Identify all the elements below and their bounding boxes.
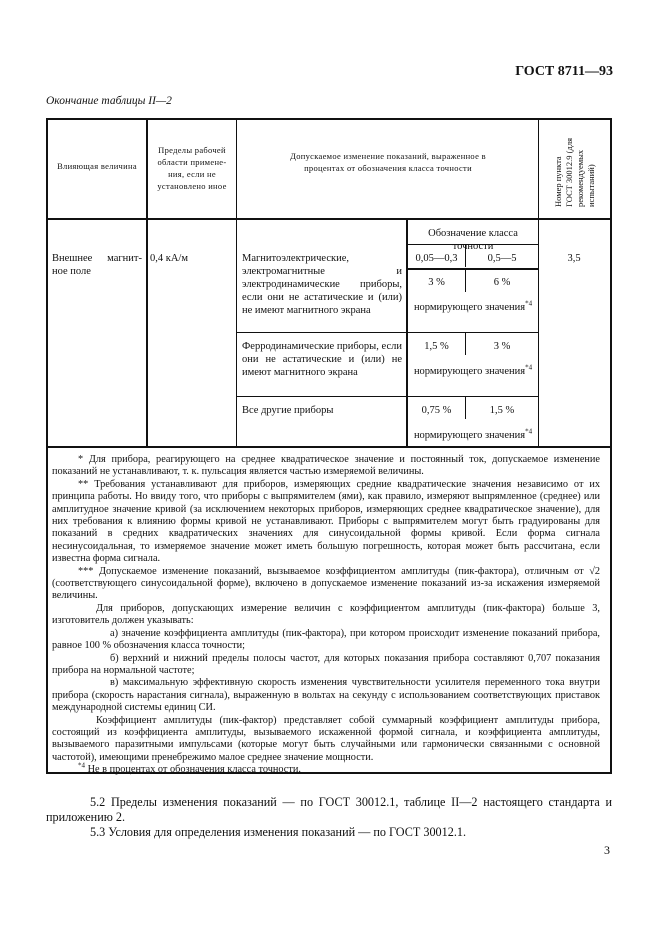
row-divider	[236, 396, 538, 397]
standard-header: ГОСТ 8711—93	[515, 64, 613, 79]
col-divider	[146, 120, 148, 448]
row-divider	[236, 332, 538, 333]
page-number: 3	[604, 843, 610, 857]
footnote-3-paragraph-2: Для приборов, допускающих измерение величин с коэффициентом амплитуды (пик-фактора) больше 3, изготовитель должен указывать:	[52, 602, 600, 627]
group-1-value-1: 3 %	[428, 277, 445, 288]
footnote-3-paragraph-3: Коэффициент амплитуды (пик-фактор) представляет собой суммарный коэффициент амплитуды прибора, состоящий из коэффициента амплитуды, вызываемого искаженной формой сигнала, и коэффициента амплитуды, вызываемого паразитными импульсами (которые могут быть случайными или гармонически связанными с основной частотой), имеющими пренебрежимо малое среднее значение мощности.	[52, 714, 600, 763]
group-2-note: нормирующего значения$^{*4}$	[413, 363, 533, 377]
footnote-2: ** Требования устанавливают для приборов, измеряющих средние квадратические значения независимо от их принципа работы. Но ввиду того, что приборы с выпрямителем (ями), как правило, измеряют выпрямленное (среднее) или амплитудное значение кривой (за исключением некоторых приборов, измеряющих среднее квадратическое значение), для них требования к влиянию формы кривой не устанавливают. Приборы с выпрямителем могут быть градуированы для показаний в средних квадратических значениях для синусоидальной формы кривой. Если форма сигнала несинусоидальная, то измеряемое значение может иметь большую погрешность, которая может быть рассчитана, если известна форма сигнала.	[52, 478, 600, 565]
group-2-value-1: 1,5 %	[424, 341, 449, 352]
header-clause: Номер пункта ГОСТ 30012.9 (для рекомендуемых испытаний)	[553, 138, 596, 207]
influence-value: Внешнее магнит-ное поле	[52, 253, 142, 277]
body-text	[46, 795, 612, 840]
header-divider	[48, 218, 610, 220]
footnote-3-item-c: в) максимальную эффективную скорость изменения чувствительности усилителя переменного тока внутри прибора (скорость нарастания сигнала), выраженную в вольтах на секунду с использованием соответствующих приставок международной системы единиц СИ.	[52, 677, 600, 714]
range-value: 0,4 кА/м	[150, 253, 188, 264]
footnote-3: *** Допускаемое изменение показаний, вызываемое коэффициентом амплитуды (пик-фактора), отличным от √2 (соответствующего синусоидальной форме), включено в допускаемое изменение показаний из-за искажения измеряемой величины.	[52, 565, 600, 602]
clause-value: 3,5	[567, 253, 581, 264]
footnote-3-item-b: б) верхний и нижний пределы полосы частот, для которых показания прибора составляют 0,707 показания прибора на нормальной частоте;	[52, 652, 600, 676]
header-allowed-change: Допускаемое изменение показаний, выраженное в процентах от обозначения класса точности	[290, 151, 486, 173]
header-influence: Влияющая величина	[57, 161, 137, 171]
group-2-value-2: 3 %	[493, 341, 511, 352]
footnote-3-item-a: а) значение коэффициента амплитуды (пик-фактора), при котором происходит изменение показаний прибора, равное 100 % обозначения класса точности;	[52, 627, 600, 652]
accuracy-class-1: 0,05—0,3	[415, 253, 458, 264]
clause-5-3: 5.3 Условия для определения изменения показаний — по ГОСТ 30012.1.	[90, 825, 467, 839]
group-1-note: нормирующего значения$^{*4}$	[413, 299, 533, 313]
header-range: Пределы рабочей области примене-ния, если не установлено иное	[157, 145, 227, 191]
instrument-group-1: Магнитоэлектрические, электромагнитные и электродинамические приборы, если они не астатические и (или) не имеют магнитного экрана	[242, 253, 402, 316]
table-footnotes	[46, 448, 612, 774]
influence-table	[46, 118, 612, 448]
accuracy-class-2: 0,5—5	[487, 253, 517, 264]
group-3-note: нормирующего значения$^{*4}$	[413, 427, 533, 441]
instrument-group-3: Все другие приборы	[242, 405, 334, 416]
inner-divider	[406, 268, 538, 270]
accuracy-class-header: Обозначение класса точности	[428, 228, 518, 252]
col-divider	[236, 120, 237, 448]
group-3-value-1: 0,75 %	[421, 405, 452, 416]
instrument-group-2: Ферродинамические приборы, если они не астатические и (или) не имеют магнитного экрана	[242, 341, 402, 378]
footnote-4: $^{*4}$ Не в процентах от обозначения класса точности.	[78, 761, 301, 776]
group-1-value-2: 6 %	[493, 277, 511, 288]
group-3-value-2: 1,5 %	[489, 405, 515, 416]
footnote-1: * Для прибора, реагирующего на среднее квадратическое значение и постоянный ток, допускаемое изменение показаний не устанавливают, т. к. пульсация является частью измеряемой величины.	[52, 454, 600, 478]
table-caption: Окончание таблицы II—2	[46, 95, 172, 107]
clause-5-2: 5.2 Пределы изменения показаний — по ГОСТ 30012.1, таблице II—2 настоящего стандарта и приложению 2.	[46, 795, 612, 824]
